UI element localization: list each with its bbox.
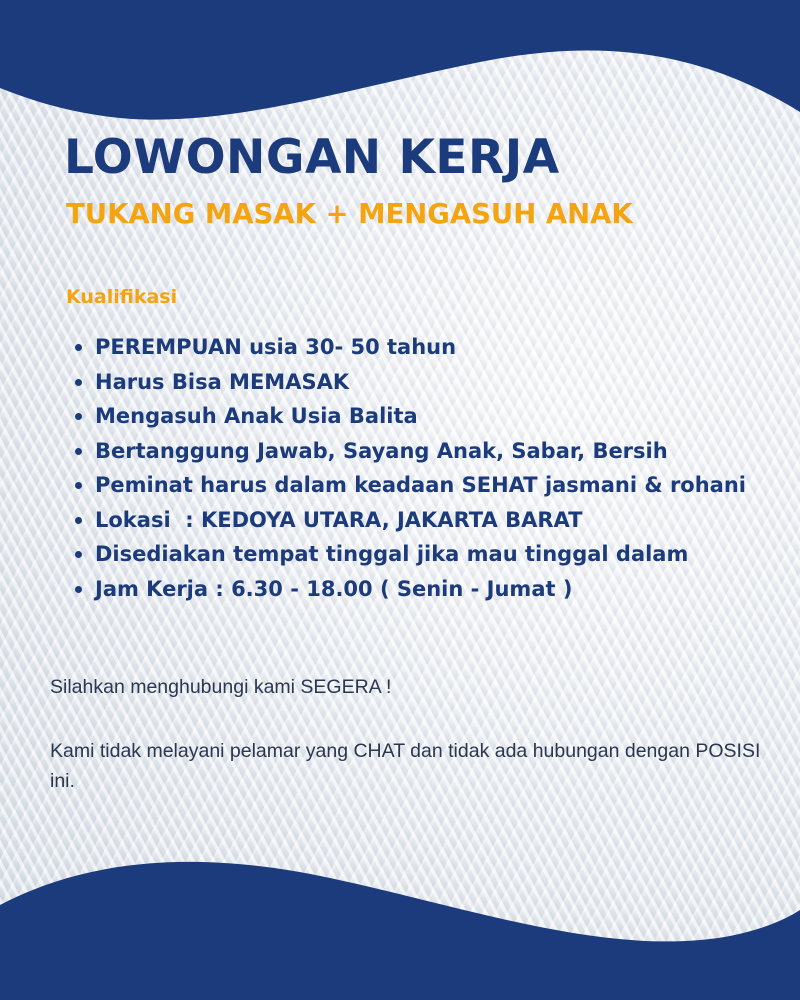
qualification-text: PEREMPUAN usia 30- 50 tahun — [95, 335, 457, 359]
qualification-text: Jam Kerja : 6.30 - 18.00 ( Senin - Jumat ) — [95, 576, 573, 601]
qualification-text: Mengasuh Anak Usia Balita — [95, 404, 418, 428]
qualification-text: Lokasi : KEDOYA UTARA, JAKARTA BARAT — [95, 507, 583, 532]
bullet-icon — [75, 413, 82, 420]
bullet-icon — [75, 344, 82, 351]
disclaimer-note: Kami tidak melayani pelamar yang CHAT dan tidak ada hubungan dengan POSISI ini. — [50, 740, 761, 792]
qualifications-list — [72, 330, 752, 606]
list-item — [72, 572, 752, 607]
list-item — [72, 365, 752, 400]
bullet-icon — [75, 517, 82, 524]
qualifications-heading: Kualifikasi — [66, 286, 178, 308]
bullet-icon — [75, 586, 82, 593]
poster-title: LOWONGAN KERJA — [64, 130, 560, 185]
qualification-text: Peminat harus dalam keadaan SEHAT jasmani & rohani — [95, 473, 746, 497]
list-item — [72, 468, 752, 503]
list-item — [72, 434, 752, 469]
qualification-text: Disediakan tempat tinggal jika mau tinggal dalam — [95, 542, 689, 566]
list-item — [72, 399, 752, 434]
bullet-icon — [75, 379, 82, 386]
poster-subtitle: TUKANG MASAK + MENGASUH ANAK — [66, 198, 633, 230]
contact-message: Silahkan menghubungi kami SEGERA ! — [50, 676, 392, 698]
bullet-icon — [75, 448, 82, 455]
list-item — [72, 503, 752, 538]
list-item — [72, 537, 752, 572]
qualification-text: Bertanggung Jawab, Sayang Anak, Sabar, Bersih — [95, 438, 668, 463]
bullet-icon — [75, 551, 82, 558]
qualification-text: Harus Bisa MEMASAK — [95, 369, 350, 394]
bullet-icon — [75, 482, 82, 489]
list-item — [72, 330, 752, 365]
